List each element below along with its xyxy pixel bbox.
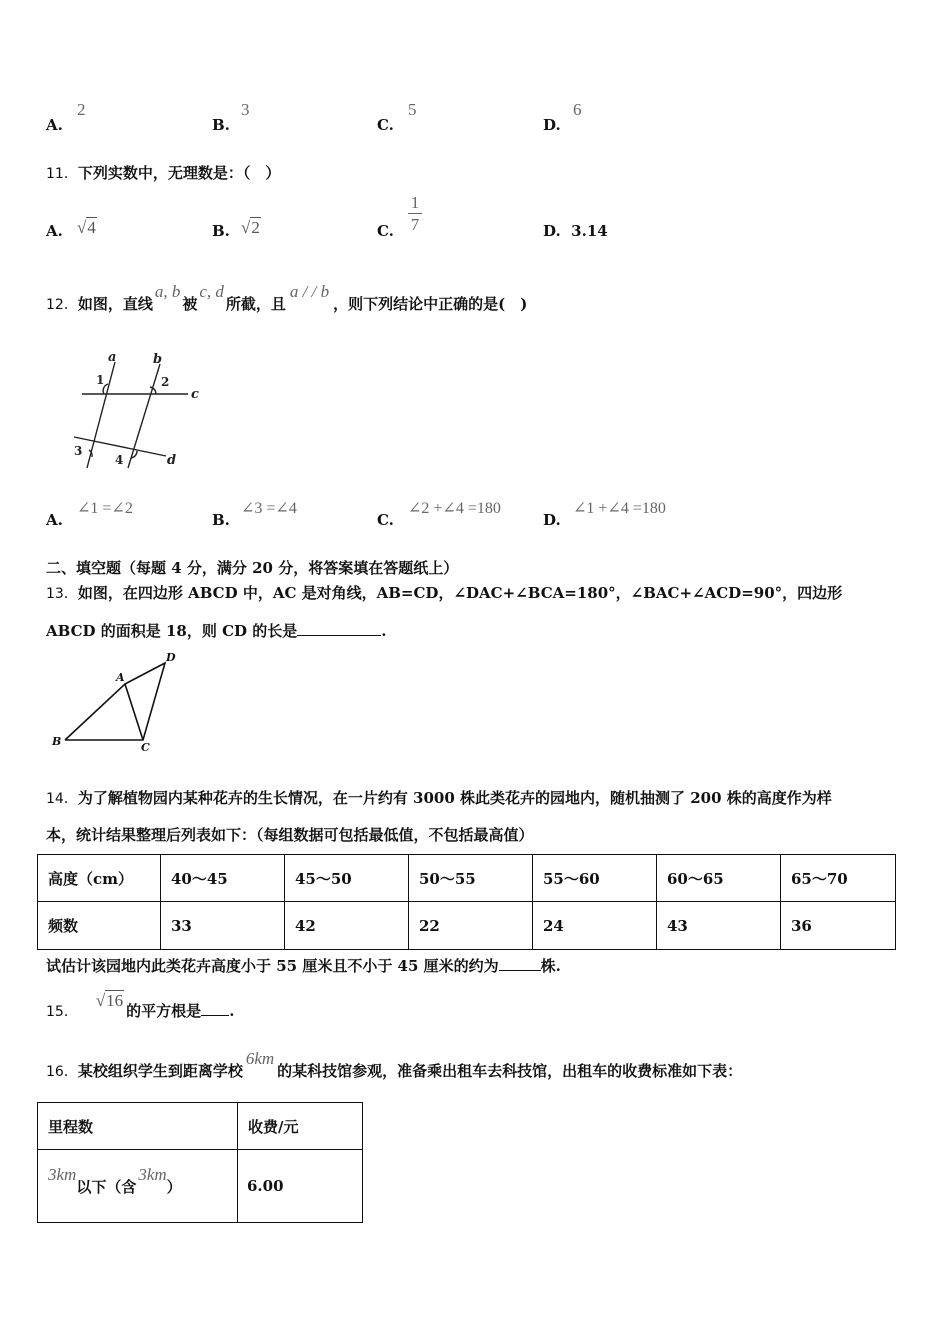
q14-line2: 本，统计结果整理后列表如下：（每组数据可包括最低值，不包括最高值） [46,826,534,844]
q13-answer-blank [297,621,381,636]
fig12-label-d: d [167,453,177,468]
table-cell: 频数 [38,902,161,950]
q11-option-d: D. 3.14 [543,222,608,240]
table-cell: 55～60 [533,855,657,902]
fig13-label-d: D [166,651,176,664]
table-cell: 33 [161,902,285,950]
table-cell: 里程数 [38,1103,238,1150]
fig13-label-a: A [116,671,125,684]
table-cell: 36 [781,902,896,950]
quadrilateral-abcd [65,663,165,740]
q14-after-table: 试估计该园地内此类花卉高度小于 55 厘米且不小于 45 厘米的约为 株. [46,957,561,975]
q11-stem: 11．下列实数中，无理数是：（ ） [46,164,281,182]
table-cell: 60～65 [657,855,781,902]
q15-sqrt: √16 [95,991,124,1010]
fig12-label-4: 4 [115,453,124,467]
q12-option-a-expr: ∠1 =∠2 [77,500,133,517]
table-cell: 6.00 [238,1150,363,1223]
table-row [38,902,896,950]
q12-option-d-letter: D. [543,511,561,529]
q11-option-a-letter: A. [46,222,63,240]
q10-option-d-letter: D. [543,116,561,134]
table-cell: 42 [285,902,409,950]
table-cell: 收费/元 [238,1103,363,1150]
q15-answer-blank [201,1001,229,1016]
q16-math-6km: 6km [245,1049,275,1068]
table-header-row [38,855,896,902]
fraction-numerator: 1 [410,193,420,212]
q16-stem: 16．某校组织学生到距离学校6km的某科技馆参观，准备乘出租车去科技馆，出租车的收费标准如下表： [46,1049,743,1080]
fig12-label-1: 1 [96,373,105,387]
table-row [38,1150,363,1223]
q12-figure [70,350,210,475]
section-title-fill-in: 二、填空题（每题 4 分，满分 20 分，将答案填在答题纸上） [46,559,459,577]
q12-option-b-letter: B. [212,511,230,529]
fig12-label-3: 3 [74,444,83,458]
q11-option-c-fraction [408,194,422,235]
q12-option-d-expr: ∠1 +∠4 =180 [573,500,666,517]
q10-option-c-letter: C. [377,116,394,134]
q14-answer-blank [499,956,541,971]
q12-option-b-expr: ∠3 =∠4 [241,500,297,517]
q11-option-c-letter: C. [377,222,394,240]
q14-frequency-table [37,854,896,950]
q16-fare-table [37,1102,363,1223]
q12-option-a-letter: A. [46,511,63,529]
q14-line1: 14．为了解植物园内某种花卉的生长情况，在一片约有 3000 株此类花卉的园地内，随机抽测了 200 株的高度作为样 [46,789,832,807]
table-cell: 50～55 [409,855,533,902]
fig13-label-c: C [141,741,150,753]
q13-figure [50,648,180,753]
table-cell: 高度（cm） [38,855,161,902]
fare-math-3km: 3km [48,1164,77,1184]
q12-option-c-letter: C. [377,511,394,529]
q13-line2: ABCD 的面积是 18，则 CD 的长是 . [46,622,387,640]
table-cell: 3km以下（含3km） [38,1150,238,1223]
q10-option-d-value: 6 [573,100,582,119]
q11-option-b-sqrt: √2 [241,218,260,237]
table-cell: 65～70 [781,855,896,902]
table-cell: 45～50 [285,855,409,902]
q15-stem: 15．√16的平方根是 . [46,991,235,1020]
q10-option-a-value: 2 [77,100,86,119]
table-cell: 24 [533,902,657,950]
q12-math-parallel: a / / b [289,282,330,301]
q13-line1: 13．如图，在四边形 ABCD 中，AC 是对角线，AB=CD，∠DAC+∠BCA=180°，∠BAC+∠ACD=90°，四边形 [46,584,843,602]
q10-option-a-letter: A. [46,116,63,134]
table-cell: 43 [657,902,781,950]
q12-option-c-expr: ∠2 +∠4 =180 [408,500,501,517]
line-b [128,364,160,468]
q12-stem: 12．如图，直线a, b被c, d所截，且a / / b，则下列结论中正确的是( ) [46,282,528,313]
q10-option-c-value: 5 [408,100,417,119]
q10-option-b-letter: B. [212,116,230,134]
q12-math-cd: c, d [199,282,224,301]
fig12-label-b: b [153,352,163,367]
table-header-row [38,1103,363,1150]
q12-math-ab: a, b [154,282,181,301]
table-cell: 40～45 [161,855,285,902]
fare-math-3km-2: 3km [138,1164,167,1184]
diagonal-ac [125,684,143,740]
fig13-label-b: B [52,735,62,748]
fig12-label-a: a [108,350,117,365]
q11-option-a-sqrt: √4 [77,218,96,237]
fig12-label-2: 2 [161,375,170,389]
fig12-label-c: c [191,387,199,402]
table-cell: 22 [409,902,533,950]
q10-option-b-value: 3 [241,100,250,119]
q11-option-b-letter: B. [212,222,230,240]
fraction-denominator: 7 [410,215,420,234]
